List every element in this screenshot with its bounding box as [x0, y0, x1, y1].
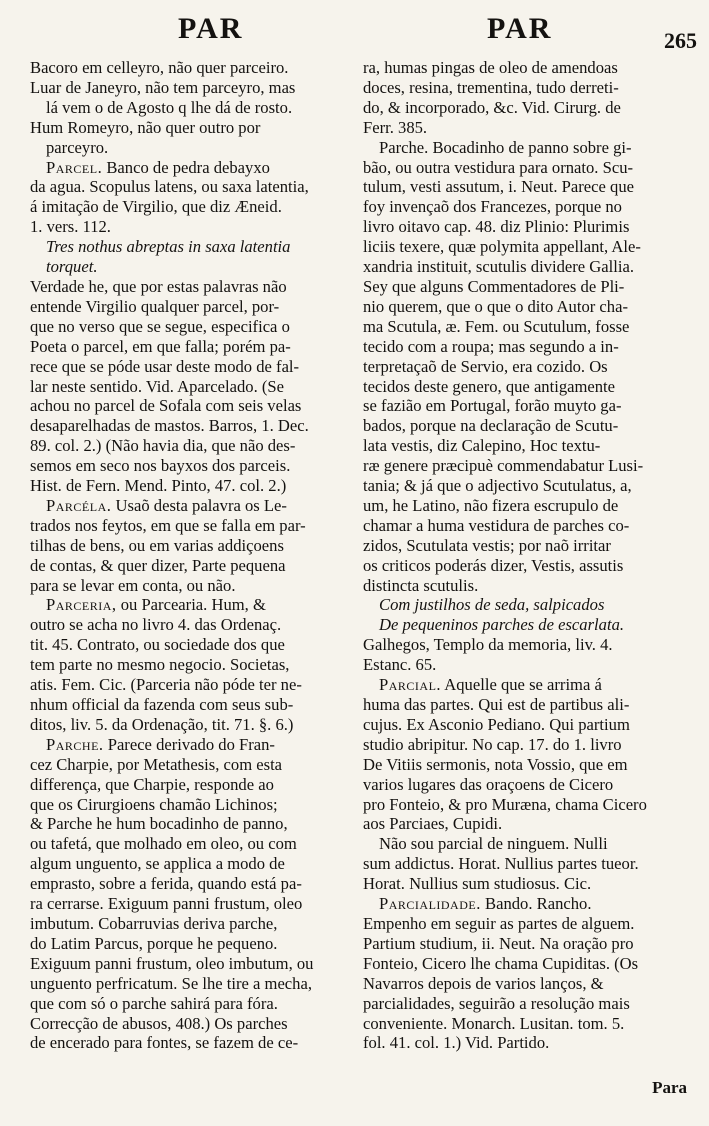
text-line [30, 237, 356, 257]
line-text: de contas, & quer dizer, Parte pequena [30, 555, 286, 575]
line-text: De Vitiis sermonis, nota Vossio, que em [363, 754, 628, 774]
line-text: Não sou parcial de ninguem. Nulli [379, 834, 608, 854]
text-line [363, 755, 695, 775]
text-line [30, 994, 356, 1014]
text-line [363, 1033, 695, 1053]
left-column [30, 58, 356, 1053]
text-line [30, 576, 356, 596]
line-text: huma das partes. Qui est de partibus ali- [363, 695, 630, 714]
text-line [363, 416, 695, 436]
text-line [363, 536, 695, 556]
line-text: outro se acha no livro 4. das Ordenaç. [30, 615, 282, 635]
headword: Parcialidade. [379, 894, 481, 914]
line-text: sum addictus. Horat. Nullius partes tueor. [363, 854, 639, 874]
text-line [30, 934, 356, 954]
text-line [30, 974, 356, 994]
line-text: do, & incorporado, &c. Vid. Cirurg. de [363, 97, 621, 117]
text-line [30, 595, 356, 615]
text-line [363, 337, 695, 357]
line-text: cez Charpie, por Metathesis, com esta [30, 754, 283, 774]
text-line [30, 456, 356, 476]
text-line [30, 1014, 356, 1034]
text-line [30, 516, 356, 536]
line-text: nio querem, que o que o dito Autor cha- [363, 296, 628, 316]
line-text: Aquelle que se arrima á [441, 675, 602, 695]
text-line [30, 317, 356, 337]
line-text: ou Parcearia. Hum, & [116, 595, 266, 615]
line-text: Bacoro em celleyro, não quer parceiro. [30, 58, 289, 77]
headword: Parceria, [46, 595, 117, 615]
line-text: tit. 45. Contrato, ou sociedade dos que [30, 635, 285, 655]
text-line [30, 416, 356, 436]
text-line [363, 217, 695, 237]
line-text: Partium studium, ii. Neut. Na oração pro [363, 933, 634, 953]
line-text: atis. Fem. Cic. (Parceria não póde ter ne- [30, 675, 302, 695]
line-text: para se levar em conta, ou não. [30, 575, 236, 595]
text-line [30, 197, 356, 217]
text-line [30, 834, 356, 854]
text-line [30, 177, 356, 197]
line-text: De pequeninos parches de escarlata. [379, 615, 625, 635]
text-line [30, 675, 356, 695]
text-line [30, 476, 356, 496]
text-line [30, 297, 356, 317]
line-text: varios lugares das oraçoens de Cicero [363, 774, 614, 794]
text-line [363, 138, 695, 158]
text-line [363, 854, 695, 874]
text-line [363, 257, 695, 277]
line-text: que com só o parche sahirá para fóra. [30, 993, 278, 1013]
text-line [30, 436, 356, 456]
text-line [30, 377, 356, 397]
text-line [363, 974, 695, 994]
text-line [30, 635, 356, 655]
text-line [363, 834, 695, 854]
text-line [30, 257, 356, 277]
line-text: fol. 41. col. 1.) Vid. Partido. [363, 1033, 550, 1053]
text-line [30, 954, 356, 974]
line-text: & Parche he hum bocadinho de panno, [30, 814, 288, 834]
text-line [30, 695, 356, 715]
line-text: se fazião em Portugal, forão muyto ga- [363, 396, 622, 416]
line-text: pro Fonteio, & pro Muræna, chama Cicero [363, 794, 647, 814]
text-line [363, 436, 695, 456]
line-text: achou no parcel de Sofala com seis velas [30, 396, 302, 416]
line-text: entende Virgilio qualquer parcel, por- [30, 296, 280, 316]
text-line [30, 795, 356, 815]
line-text: Hist. de Fern. Mend. Pinto, 47. col. 2.) [30, 476, 287, 496]
text-line [363, 715, 695, 735]
text-line [363, 894, 695, 914]
line-text: nhum official da fazenda com seus sub- [30, 695, 294, 714]
text-line [363, 635, 695, 655]
text-line [363, 277, 695, 297]
text-line [363, 396, 695, 416]
line-text: imbutum. Cobarruvias deriva parche, [30, 913, 278, 933]
line-text: tulum, vesti assutum, i. Neut. Parece que [363, 177, 634, 197]
text-line [30, 98, 356, 118]
text-line [363, 675, 695, 695]
line-text: do Latim Parcus, porque he pequeno. [30, 933, 278, 953]
line-text: lar neste sentido. Vid. Aparcelado. (Se [30, 376, 284, 396]
line-text: unguento perfricatum. Se lhe tire a mecha, [30, 973, 312, 993]
line-text: studio abripitur. No cap. 17. do 1. livro [363, 734, 622, 754]
line-text: Verdade he, que por estas palavras não [30, 276, 287, 296]
text-line [363, 118, 695, 138]
text-line [363, 516, 695, 536]
line-text: ou tafetá, que molhado em oleo, ou com [30, 834, 297, 854]
text-line [30, 854, 356, 874]
line-text: da agua. Scopulus latens, ou saxa latentia, [30, 177, 309, 197]
text-line [30, 58, 356, 78]
line-text: conveniente. Monarch. Lusitan. tom. 5. [363, 1013, 625, 1033]
line-text: tecidos deste genero, que antigamente [363, 376, 616, 396]
line-text: rece que se póde usar deste modo de fal- [30, 356, 300, 376]
line-text: parceyro. [46, 137, 109, 157]
line-text: emprasto, sobre a ferida, quando está pa- [30, 874, 302, 894]
text-line [30, 914, 356, 934]
line-text: Parece derivado do Fran- [103, 734, 275, 754]
text-line [363, 735, 695, 755]
line-text: tania; & já que o adjectivo Scutulatus, a, [363, 476, 632, 496]
text-line [30, 814, 356, 834]
text-line [363, 357, 695, 377]
line-text: Tres nothus abreptas in saxa latentia [46, 237, 291, 257]
text-line [363, 377, 695, 397]
text-line [363, 655, 695, 675]
text-line [363, 695, 695, 715]
line-text: semos em seco nos bayxos dos parceis. [30, 456, 291, 476]
text-line [30, 775, 356, 795]
line-text: que os Cirurgioens chamão Lichinos; [30, 794, 278, 814]
running-head-right: PAR [487, 12, 553, 45]
line-text: liciis texere, quæ polymita appellant, Ale- [363, 237, 641, 257]
text-line [363, 177, 695, 197]
line-text: um, he Latino, não fizera escrupulo de [363, 495, 619, 515]
text-line [363, 476, 695, 496]
text-line [363, 795, 695, 815]
text-line [363, 1014, 695, 1034]
line-text: de encerado para fontes, se fazem de ce- [30, 1033, 299, 1053]
text-line [363, 158, 695, 178]
line-text: tilhas de bens, ou em varias addiçoens [30, 535, 284, 555]
text-line [30, 1033, 356, 1053]
line-text: bados, porque na declaração de Scutu- [363, 416, 619, 436]
text-line [363, 297, 695, 317]
text-line [363, 874, 695, 894]
line-text: ma Scutula, æ. Fem. ou Scutulum, fosse [363, 316, 630, 336]
line-text: lá vem o de Agosto q lhe dá de rosto. [46, 97, 293, 117]
catchword: Para [652, 1078, 687, 1097]
line-text: desaparelhadas de mastos. Barros, 1. Dec. [30, 416, 309, 436]
text-line [363, 934, 695, 954]
line-text: livro oitavo cap. 48. diz Plinio: Plurimis [363, 217, 630, 237]
line-text: ræ genere præcipuè commendabatur Lusi- [363, 456, 644, 476]
text-line [30, 894, 356, 914]
text-line [363, 197, 695, 217]
headword: Parcial. [379, 675, 442, 695]
text-line [30, 78, 356, 98]
line-text: differença, que Charpie, responde ao [30, 774, 274, 794]
line-text: Hum Romeyro, não quer outro por [30, 117, 261, 137]
line-text: Bando. Rancho. [480, 894, 592, 914]
line-text: 89. col. 2.) (Não havia dia, que não des- [30, 436, 296, 456]
text-line [363, 78, 695, 98]
line-text: chamar a huma vestidura de parches co- [363, 515, 630, 535]
line-text: os criticos poderás dizer, Vestis, assutis [363, 555, 624, 575]
text-line [363, 595, 695, 615]
text-line [30, 357, 356, 377]
line-text: Horat. Nullius sum studiosus. Cic. [363, 874, 592, 894]
line-text: Navarros depois de varios lanços, & [363, 973, 604, 993]
text-line [363, 994, 695, 1014]
line-text: Com justilhos de seda, salpicados [379, 595, 605, 615]
line-text: ditos, liv. 5. da Ordenação, tit. 71. §. 6.) [30, 714, 294, 734]
line-text: Galhegos, Templo da memoria, liv. 4. [363, 635, 613, 655]
text-line [363, 317, 695, 337]
line-text: cujus. Ex Asconio Pediano. Qui partium [363, 714, 630, 734]
text-line [363, 615, 695, 635]
headword: Parcéla. [46, 495, 112, 515]
text-line [30, 735, 356, 755]
running-head-left: PAR [178, 12, 244, 45]
line-text: Ferr. 385. [363, 117, 428, 137]
text-line [363, 237, 695, 257]
text-line [363, 556, 695, 576]
text-line [363, 775, 695, 795]
text-line [30, 874, 356, 894]
line-text: distincta scutulis. [363, 575, 479, 595]
line-text: ra cerrarse. Exiguum panni frustum, oleo [30, 894, 303, 914]
line-text: terpretaçaõ de Servio, era cozido. Os [363, 356, 608, 376]
text-line [30, 615, 356, 635]
text-line [363, 58, 695, 78]
line-text: foy invençaõ dos Francezes, porque no [363, 197, 622, 217]
text-line [30, 755, 356, 775]
line-text: tecido com a roupa; mas segundo a in- [363, 336, 619, 356]
text-line [30, 715, 356, 735]
page-number: 265 [664, 28, 697, 53]
line-text: parcialidades, seguirão a resolução mais [363, 993, 630, 1013]
line-text: Fonteio, Cicero lhe chama Cupiditas. (Os [363, 953, 639, 973]
headword: Parcel. [46, 157, 103, 177]
line-text: Poeta o parcel, em que falla; porém pa- [30, 336, 291, 356]
line-text: zidos, Scutulata vestis; por naõ irritar [363, 535, 611, 555]
text-line [363, 496, 695, 516]
text-line [363, 98, 695, 118]
text-line [30, 556, 356, 576]
line-text: Usaõ desta palavra os Le- [111, 495, 287, 515]
text-line [30, 138, 356, 158]
text-line [30, 118, 356, 138]
line-text: 1. vers. 112. [30, 217, 111, 237]
line-text: ra, humas pingas de oleo de amendoas [363, 58, 618, 77]
line-text: Sey que alguns Commentadores de Pli- [363, 276, 625, 296]
text-line [30, 158, 356, 178]
text-line [30, 655, 356, 675]
line-text: que no verso que se segue, especifica o [30, 316, 290, 336]
text-line [363, 576, 695, 596]
headword: Parche. [46, 734, 104, 754]
right-column [363, 58, 695, 1053]
line-text: Luar de Janeyro, não tem parceyro, mas [30, 77, 296, 97]
text-line [363, 914, 695, 934]
line-text: Parche. Bocadinho de panno sobre gi- [379, 137, 632, 157]
line-text: torquet. [46, 257, 98, 277]
text-line [363, 814, 695, 834]
text-line [30, 337, 356, 357]
line-text: á imitação de Virgilio, que diz Æneid. [30, 197, 282, 217]
line-text: trados nos feytos, em que se falla em par- [30, 515, 306, 535]
text-line [30, 496, 356, 516]
line-text: xandria instituit, scutulis dividere Gallia. [363, 257, 634, 277]
line-text: aos Parciaes, Cupidi. [363, 814, 503, 834]
line-text: doces, resina, trementina, tudo derreti- [363, 77, 619, 97]
line-text: algum unguento, se applica a modo de [30, 854, 285, 874]
line-text: tem parte no mesmo negocio. Societas, [30, 655, 290, 675]
text-line [30, 396, 356, 416]
text-line [363, 456, 695, 476]
text-line [30, 217, 356, 237]
line-text: Empenho em seguir as partes de alguem. [363, 913, 635, 933]
line-text: Exiguum panni frustum, oleo imbutum, ou [30, 953, 314, 973]
text-line [30, 536, 356, 556]
line-text: lata vestis, diz Calepino, Hoc textu- [363, 436, 601, 456]
text-line [363, 954, 695, 974]
line-text: Estanc. 65. [363, 655, 437, 675]
text-line [30, 277, 356, 297]
line-text: Correcção de abusos, 408.) Os parches [30, 1013, 288, 1033]
line-text: Banco de pedra debayxo [102, 157, 270, 177]
line-text: bão, ou outra vestidura para ornato. Scu- [363, 157, 634, 177]
